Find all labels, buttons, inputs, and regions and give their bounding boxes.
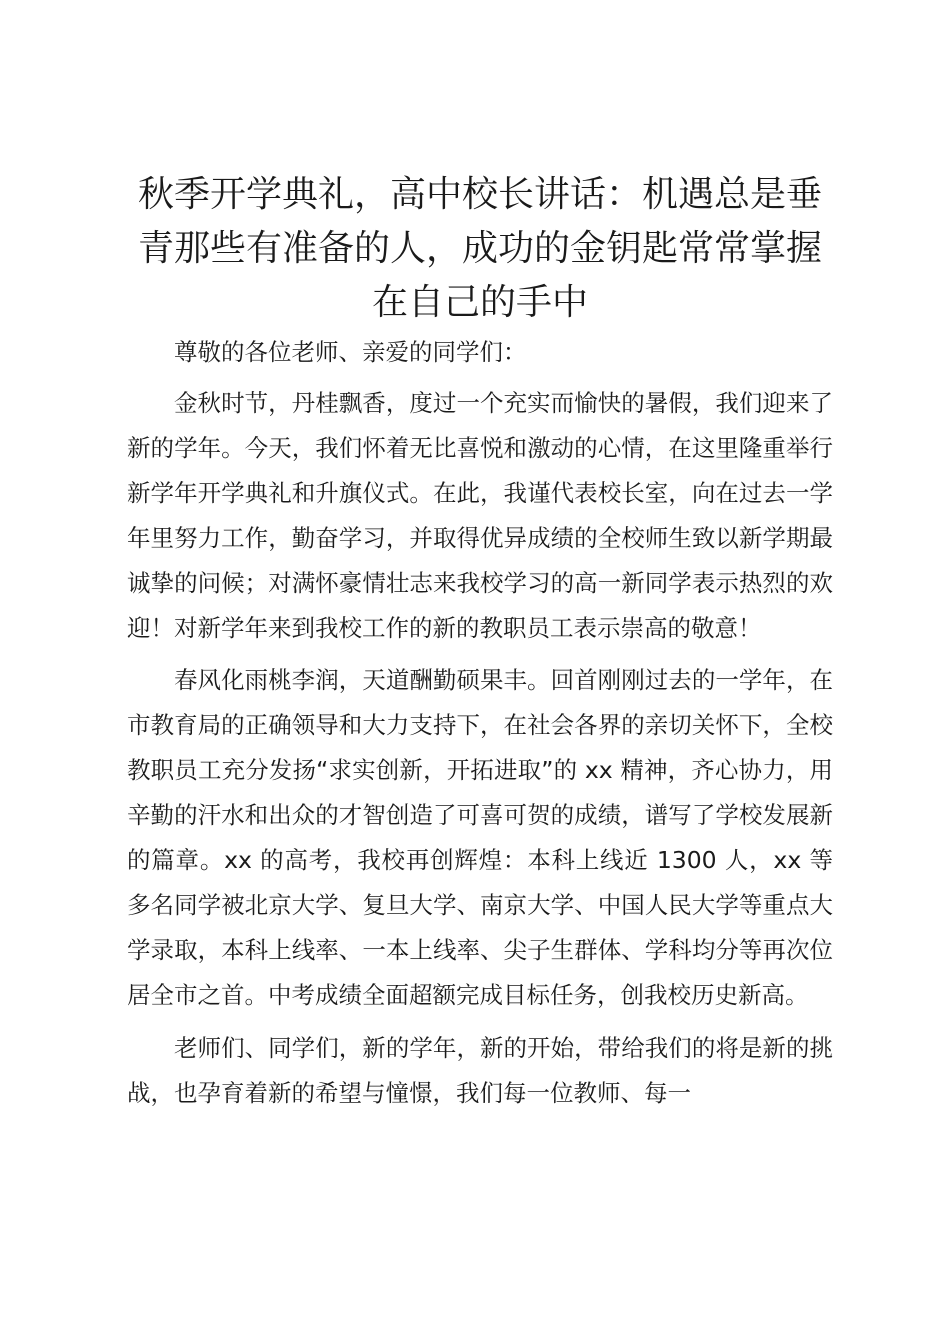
paragraph-2: 春风化雨桃李润，天道酬勤硕果丰。回首刚刚过去的一学年，在市教育局的正确领导和大力支持下，在社会各界的亲切关怀下，全校教职员工充分发扬“求实创新，开拓进取”的 xx 精神，齐心协力，用辛勤的汗水和出众的才智创造了可喜可贺的成绩，谱写了学校发展新的篇章。xx 的高考，我校再创辉煌：本科上线近 1300 人，xx 等多名同学被北京大学、复旦大学、南京大学、中国人民大学等重点大学录取，本科上线率、一本上线率、尖子生群体、学科均分等再次位居全市之首。中考成绩全面超额完成目标任务，创我校历史新高。: [127, 666, 833, 1009]
document-title: 秋季开学典礼，高中校长讲话：机遇总是垂青那些有准备的人，成功的金钥匙常常掌握在自己的手中: [137, 174, 822, 323]
document-page: [127, 168, 833, 1116]
greeting-line: 尊敬的各位老师、亲爱的同学们：: [174, 338, 527, 366]
paragraph-3: 老师们、同学们，新的学年，新的开始，带给我们的将是新的挑战，也孕育着新的希望与憧憬，我们每一位教师、每一: [127, 1034, 833, 1107]
paragraph-1: 金秋时节，丹桂飘香，度过一个充实而愉快的暑假，我们迎来了新的学年。今天，我们怀着无比喜悦和激动的心情，在这里隆重举行新学年开学典礼和升旗仪式。在此，我谨代表校长室，向在过去一学年里努力工作，勤奋学习，并取得优异成绩的全校师生致以新学期最诚挚的问候；对满怀豪情壮志来我校学习的高一新同学表示热烈的欢迎！对新学年来到我校工作的新的教职员工表示崇高的敬意！: [127, 389, 833, 642]
